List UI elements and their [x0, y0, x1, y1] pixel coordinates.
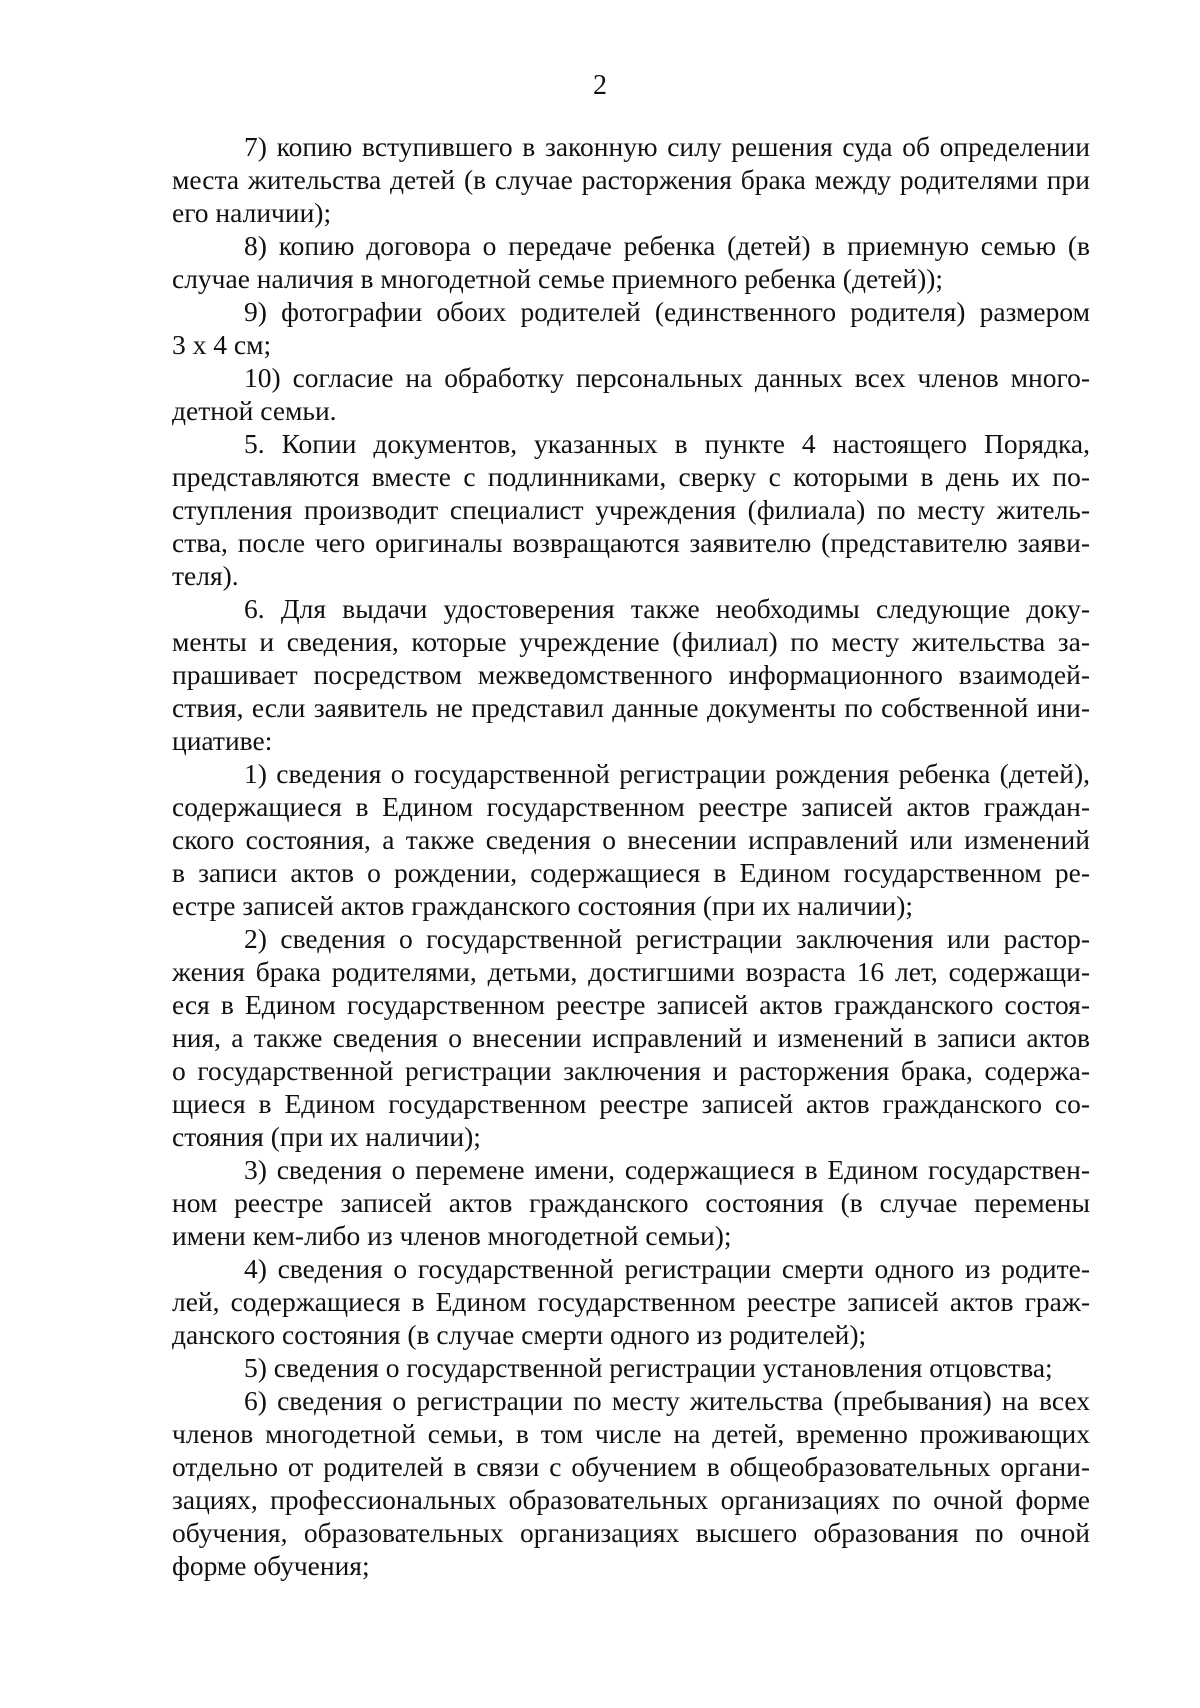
text-line: ступления производит специалист учреждения (филиала) по месту житель-: [172, 494, 1090, 525]
paragraph: [172, 1252, 1090, 1351]
text-line: о государственной регистрации заключения и расторжения брака, содержа-: [172, 1055, 1090, 1086]
document-body: [172, 130, 1090, 1582]
text-line: ния, а также сведения о внесении исправлений и изменений в записи актов: [172, 1022, 1090, 1053]
text-line: менты и сведения, которые учреждение (филиал) по месту жительства за-: [172, 626, 1090, 657]
text-line: еся в Едином государственном реестре записей актов гражданского состоя-: [172, 989, 1090, 1020]
text-line: 10) согласие на обработку персональных данных всех членов много-: [244, 362, 1090, 393]
text-line: 5. Копии документов, указанных в пункте 4 настоящего Порядка,: [244, 428, 1090, 459]
text-line: детной семьи.: [172, 395, 337, 426]
text-line: стояния (при их наличии);: [172, 1121, 481, 1152]
paragraph: [172, 361, 1090, 427]
page-number: 2: [593, 70, 607, 101]
paragraph: [172, 592, 1090, 757]
text-line: в записи актов о рождении, содержащиеся в Едином государственном ре-: [172, 857, 1090, 888]
text-line: лей, содержащиеся в Едином государственном реестре записей актов граж-: [172, 1286, 1090, 1317]
text-line: представляются вместе с подлинниками, сверку с которыми в день их по-: [172, 461, 1090, 492]
paragraph: [172, 427, 1090, 592]
paragraph: [172, 1153, 1090, 1252]
text-line: теля).: [172, 560, 239, 591]
text-line: 6) сведения о регистрации по месту жительства (пребывания) на всех: [244, 1385, 1090, 1416]
paragraph: [172, 1351, 1090, 1384]
text-line: членов многодетной семьи, в том числе на детей, временно проживающих: [172, 1418, 1090, 1449]
text-line: 2) сведения о государственной регистрации заключения или растор-: [244, 923, 1090, 954]
text-line: его наличии);: [172, 197, 332, 228]
text-line: 3 x 4 см;: [172, 329, 272, 360]
text-line: форме обучения;: [172, 1550, 370, 1581]
text-line: ном реестре записей актов гражданского состояния (в случае перемены: [172, 1187, 1090, 1218]
text-line: ского состояния, а также сведения о внесении исправлений или изменений: [172, 824, 1090, 855]
text-line: содержащиеся в Едином государственном реестре записей актов граждан-: [172, 791, 1090, 822]
text-line: щиеся в Едином государственном реестре записей актов гражданского со-: [172, 1088, 1090, 1119]
text-line: естре записей актов гражданского состояния (при их наличии);: [172, 890, 914, 921]
text-line: прашивает посредством межведомственного информационного взаимодей-: [172, 659, 1090, 690]
text-line: 7) копию вступившего в законную силу решения суда об определении: [244, 131, 1090, 162]
text-line: 6. Для выдачи удостоверения также необходимы следующие доку-: [244, 593, 1090, 624]
text-line: 1) сведения о государственной регистрации рождения ребенка (детей),: [244, 758, 1090, 789]
text-line: 5) сведения о государственной регистрации установления отцовства;: [244, 1352, 1053, 1383]
text-line: 8) копию договора о передаче ребенка (детей) в приемную семью (в: [244, 230, 1090, 261]
text-line: 9) фотографии обоих родителей (единственного родителя) размером: [244, 296, 1090, 327]
text-line: зациях, профессиональных образовательных организациях по очной форме: [172, 1484, 1090, 1515]
paragraph: [172, 295, 1090, 361]
paragraph: [172, 130, 1090, 229]
paragraph: [172, 229, 1090, 295]
text-line: ства, после чего оригиналы возвращаются заявителю (представителю заяви-: [172, 527, 1090, 558]
paragraph: [172, 757, 1090, 922]
text-line: циативе:: [172, 725, 273, 756]
text-line: случае наличия в многодетной семье приемного ребенка (детей));: [172, 263, 944, 294]
text-line: имени кем-либо из членов многодетной семьи);: [172, 1220, 732, 1251]
text-line: жения брака родителями, детьми, достигшими возраста 16 лет, содержащи-: [172, 956, 1090, 987]
text-line: 3) сведения о перемене имени, содержащиеся в Едином государствен-: [244, 1154, 1090, 1185]
text-line: 4) сведения о государственной регистрации смерти одного из родите-: [244, 1253, 1090, 1284]
paragraph: [172, 1384, 1090, 1582]
text-line: отдельно от родителей в связи с обучением в общеобразовательных органи-: [172, 1451, 1090, 1482]
text-line: обучения, образовательных организациях высшего образования по очной: [172, 1517, 1090, 1548]
text-line: данского состояния (в случае смерти одного из родителей);: [172, 1319, 867, 1350]
text-line: ствия, если заявитель не представил данные документы по собственной ини-: [172, 692, 1090, 723]
text-line: места жительства детей (в случае расторжения брака между родителями при: [172, 164, 1090, 195]
paragraph: [172, 922, 1090, 1153]
